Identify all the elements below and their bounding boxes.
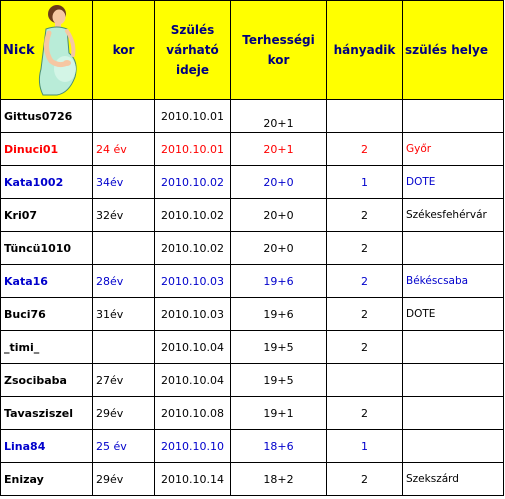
cell-due-date: 2010.10.08 xyxy=(155,397,231,430)
cell-due-date: 2010.10.01 xyxy=(155,133,231,166)
header-hanyadik: hányadik xyxy=(327,1,403,100)
cell-pregnancy-week: 19+5 xyxy=(231,331,327,364)
table-row xyxy=(1,166,504,199)
cell-birth-place xyxy=(403,232,504,265)
cell-birth-place: Szekszárd xyxy=(403,463,504,496)
header-due-date xyxy=(155,1,231,100)
cell-birth-place: Győr xyxy=(403,133,504,166)
cell-nick: Kata1002 xyxy=(1,166,93,199)
cell-hanyadik: 1 xyxy=(327,430,403,463)
cell-age: 27év xyxy=(93,364,155,397)
table-row xyxy=(1,265,504,298)
cell-age xyxy=(93,100,155,133)
cell-due-date: 2010.10.02 xyxy=(155,232,231,265)
cell-pregnancy-week: 19+5 xyxy=(231,364,327,397)
cell-age: 28év xyxy=(93,265,155,298)
cell-nick: Tüncü1010 xyxy=(1,232,93,265)
cell-pregnancy-week: 18+2 xyxy=(231,463,327,496)
cell-age xyxy=(93,232,155,265)
cell-birth-place: DOTE xyxy=(403,298,504,331)
cell-pregnancy-week: 20+0 xyxy=(231,199,327,232)
cell-hanyadik: 2 xyxy=(327,397,403,430)
cell-hanyadik xyxy=(327,100,403,133)
cell-nick: Gittus0726 xyxy=(1,100,93,133)
cell-hanyadik xyxy=(327,364,403,397)
table-row xyxy=(1,199,504,232)
cell-nick: Enizay xyxy=(1,463,93,496)
cell-age: 34év xyxy=(93,166,155,199)
cell-pregnancy-week: 20+1 xyxy=(231,133,327,166)
cell-hanyadik: 2 xyxy=(327,232,403,265)
cell-pregnancy-week: 18+6 xyxy=(231,430,327,463)
cell-birth-place xyxy=(403,100,504,133)
cell-due-date: 2010.10.04 xyxy=(155,331,231,364)
cell-hanyadik: 2 xyxy=(327,133,403,166)
cell-nick: Buci76 xyxy=(1,298,93,331)
cell-pregnancy-week: 20+1 xyxy=(231,100,327,133)
cell-due-date: 2010.10.04 xyxy=(155,364,231,397)
header-nick xyxy=(1,1,93,100)
header-pregnancy-week xyxy=(231,1,327,100)
cell-age: 29év xyxy=(93,397,155,430)
cell-due-date: 2010.10.10 xyxy=(155,430,231,463)
cell-birth-place: Székesfehérvár xyxy=(403,199,504,232)
cell-due-date: 2010.10.03 xyxy=(155,298,231,331)
cell-hanyadik: 2 xyxy=(327,463,403,496)
cell-age: 29év xyxy=(93,463,155,496)
header-due-line1: Szülés xyxy=(170,23,215,37)
header-kor: kor xyxy=(93,1,155,100)
cell-hanyadik: 2 xyxy=(327,298,403,331)
cell-nick: Dinuci01 xyxy=(1,133,93,166)
cell-due-date: 2010.10.14 xyxy=(155,463,231,496)
header-nick-label: Nick xyxy=(3,42,35,58)
table-row xyxy=(1,100,504,133)
table-row xyxy=(1,232,504,265)
cell-birth-place: Békéscsaba xyxy=(403,265,504,298)
cell-age: 24 év xyxy=(93,133,155,166)
header-row xyxy=(1,1,504,100)
cell-pregnancy-week: 19+1 xyxy=(231,397,327,430)
cell-birth-place xyxy=(403,430,504,463)
table-body xyxy=(1,100,504,496)
cell-hanyadik: 2 xyxy=(327,331,403,364)
header-week-line2: kor xyxy=(267,53,290,67)
table-row xyxy=(1,364,504,397)
cell-due-date: 2010.10.02 xyxy=(155,199,231,232)
table-row xyxy=(1,463,504,496)
cell-nick: Kri07 xyxy=(1,199,93,232)
cell-nick: Tavasziszel xyxy=(1,397,93,430)
cell-nick: _timi_ xyxy=(1,331,93,364)
header-birth-place: szülés helye xyxy=(403,1,504,100)
cell-age: 31év xyxy=(93,298,155,331)
cell-hanyadik: 1 xyxy=(327,166,403,199)
cell-pregnancy-week: 19+6 xyxy=(231,298,327,331)
header-week-line1: Terhességi xyxy=(242,33,315,47)
cell-nick: Zsocibaba xyxy=(1,364,93,397)
cell-age: 32év xyxy=(93,199,155,232)
header-due-line2: várható xyxy=(166,43,219,57)
table-row xyxy=(1,298,504,331)
cell-due-date: 2010.10.02 xyxy=(155,166,231,199)
table-row xyxy=(1,397,504,430)
cell-nick: Lina84 xyxy=(1,430,93,463)
cell-birth-place xyxy=(403,331,504,364)
cell-pregnancy-week: 19+6 xyxy=(231,265,327,298)
cell-hanyadik: 2 xyxy=(327,199,403,232)
cell-birth-place xyxy=(403,364,504,397)
cell-pregnancy-week: 20+0 xyxy=(231,166,327,199)
cell-hanyadik: 2 xyxy=(327,265,403,298)
cell-pregnancy-week: 20+0 xyxy=(231,232,327,265)
cell-birth-place: DOTE xyxy=(403,166,504,199)
cell-due-date: 2010.10.01 xyxy=(155,100,231,133)
table-row xyxy=(1,133,504,166)
cell-age: 25 év xyxy=(93,430,155,463)
cell-age xyxy=(93,331,155,364)
cell-birth-place xyxy=(403,397,504,430)
header-due-line3: ideje xyxy=(175,63,210,77)
cell-due-date: 2010.10.03 xyxy=(155,265,231,298)
table-row xyxy=(1,430,504,463)
cell-nick: Kata16 xyxy=(1,265,93,298)
table-row xyxy=(1,331,504,364)
